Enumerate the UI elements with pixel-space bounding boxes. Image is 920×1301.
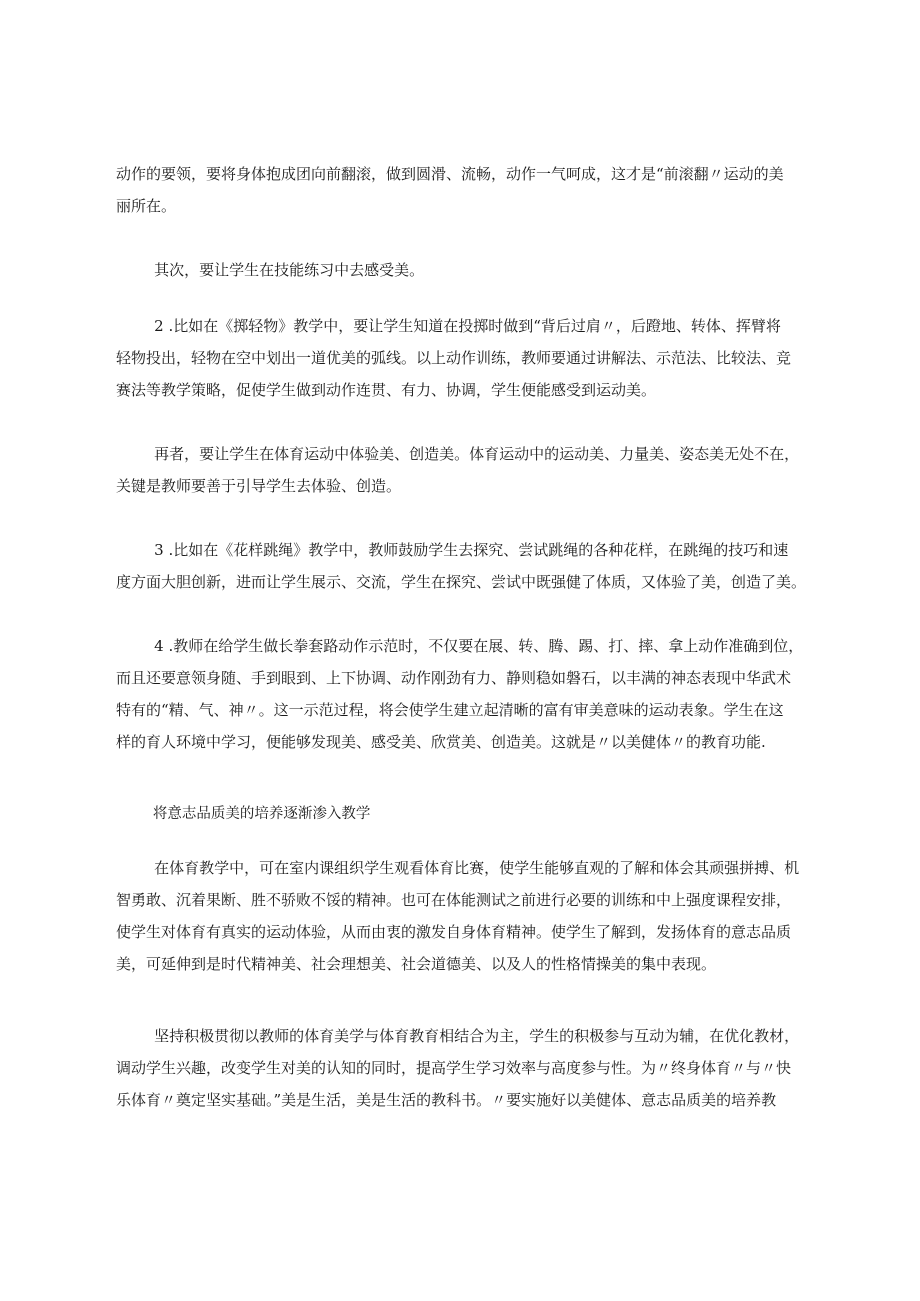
text-line: 使学生对体育有真实的运动体验，从而由衷的激发自身体育精神。使学生了解到，发扬体育的意志品质 [116, 923, 792, 941]
paragraph-movement-essentials [116, 158, 822, 222]
text-line: 丽所在。 [116, 197, 177, 215]
text-line: 动作的要领，要将身体抱成团向前翻滚，做到圆滑、流畅，动作一气呵成，这才是“前滚翻〃运动的美 [116, 165, 784, 183]
paragraph-experience-beauty [116, 438, 822, 502]
text-line: 轻物投出，轻物在空中划出一道优美的弧线。以上动作训练，教师要通过讲解法、示范法、比较法、竞 [116, 349, 792, 367]
text-line: 再者，要让学生在体育运动中体验美、创造美。体育运动中的运动美、力量美、姿态美无处不在， [116, 445, 800, 463]
paragraph-rope-skipping-example [116, 534, 822, 598]
text-line: 在体育教学中，可在室内课组织学生观看体育比赛，使学生能够直观的了解和体会其顽强拼搏、机 [116, 859, 800, 877]
text-line: 3 .比如在《花样跳绳》教学中，教师鼓励学生去探究、尝试跳绳的各种花样，在跳绳的技巧和速 [116, 541, 789, 559]
text-line: 4 .教师在给学生做长拳套路动作示范时，不仅要在展、转、腾、踢、打、摔、拿上动作准确到位， [116, 637, 804, 655]
text-line: 样的育人环境中学习，便能够发现美、感受美、欣赏美、创造美。这就是〃以美健体〃的教育功能. [116, 733, 766, 751]
text-line: 坚持积极贯彻以教师的体育美学与体育教育相结合为主，学生的积极参与互动为辅，在优化教材， [116, 1027, 800, 1045]
paragraph-throwing-example [116, 310, 822, 406]
text-line: 2 .比如在《掷轻物》教学中，要让学生知道在投掷时做到“背后过肩〃，后蹬地、转体、挥臂将 [116, 317, 781, 335]
paragraph-skill-practice [116, 254, 822, 286]
paragraph-martial-arts-example [116, 630, 822, 758]
text-line: 其次，要让学生在技能练习中去感受美。 [116, 261, 425, 279]
text-line: 乐体育〃奠定坚实基础。”美是生活，美是生活的教科书。〃要实施好以美健体、意志品质美的培养教 [116, 1091, 777, 1109]
text-line: 将意志品质美的培养逐渐渗入教学 [116, 806, 371, 822]
paragraph-teaching-integration [116, 1020, 822, 1116]
text-line: 而且还要意领身随、手到眼到、上下协调、动作刚劲有力、静则稳如磐石，以丰满的神态表现中华武术 [116, 669, 792, 687]
text-line: 特有的“精、气、神〃。这一示范过程，将会使学生建立起清晰的富有审美意味的运动表象。学生在这 [116, 701, 784, 719]
paragraph-willpower-beauty [116, 852, 822, 980]
text-line: 调动学生兴趣，改变学生对美的认知的同时，提高学生学习效率与高度参与性。为〃终身体育〃与〃快 [116, 1059, 792, 1077]
section-heading [116, 798, 822, 830]
text-line: 美，可延伸到是时代精神美、社会理想美、社会道德美、以及人的性格情操美的集中表现。 [116, 955, 717, 973]
text-line: 关键是教师要善于引导学生去体验、创造。 [116, 477, 402, 495]
text-line: 赛法等教学策略，促使学生做到动作连贯、有力、协调，学生便能感受到运动美。 [116, 381, 657, 399]
text-line: 度方面大胆创新，进而让学生展示、交流，学生在探究、尝试中既强健了体质，又体验了美，创造了美。 [116, 573, 807, 591]
text-line: 智勇敢、沉着果断、胜不骄败不馁的精神。也可在体能测试之前进行必要的训练和中上强度课程安排， [116, 891, 792, 909]
